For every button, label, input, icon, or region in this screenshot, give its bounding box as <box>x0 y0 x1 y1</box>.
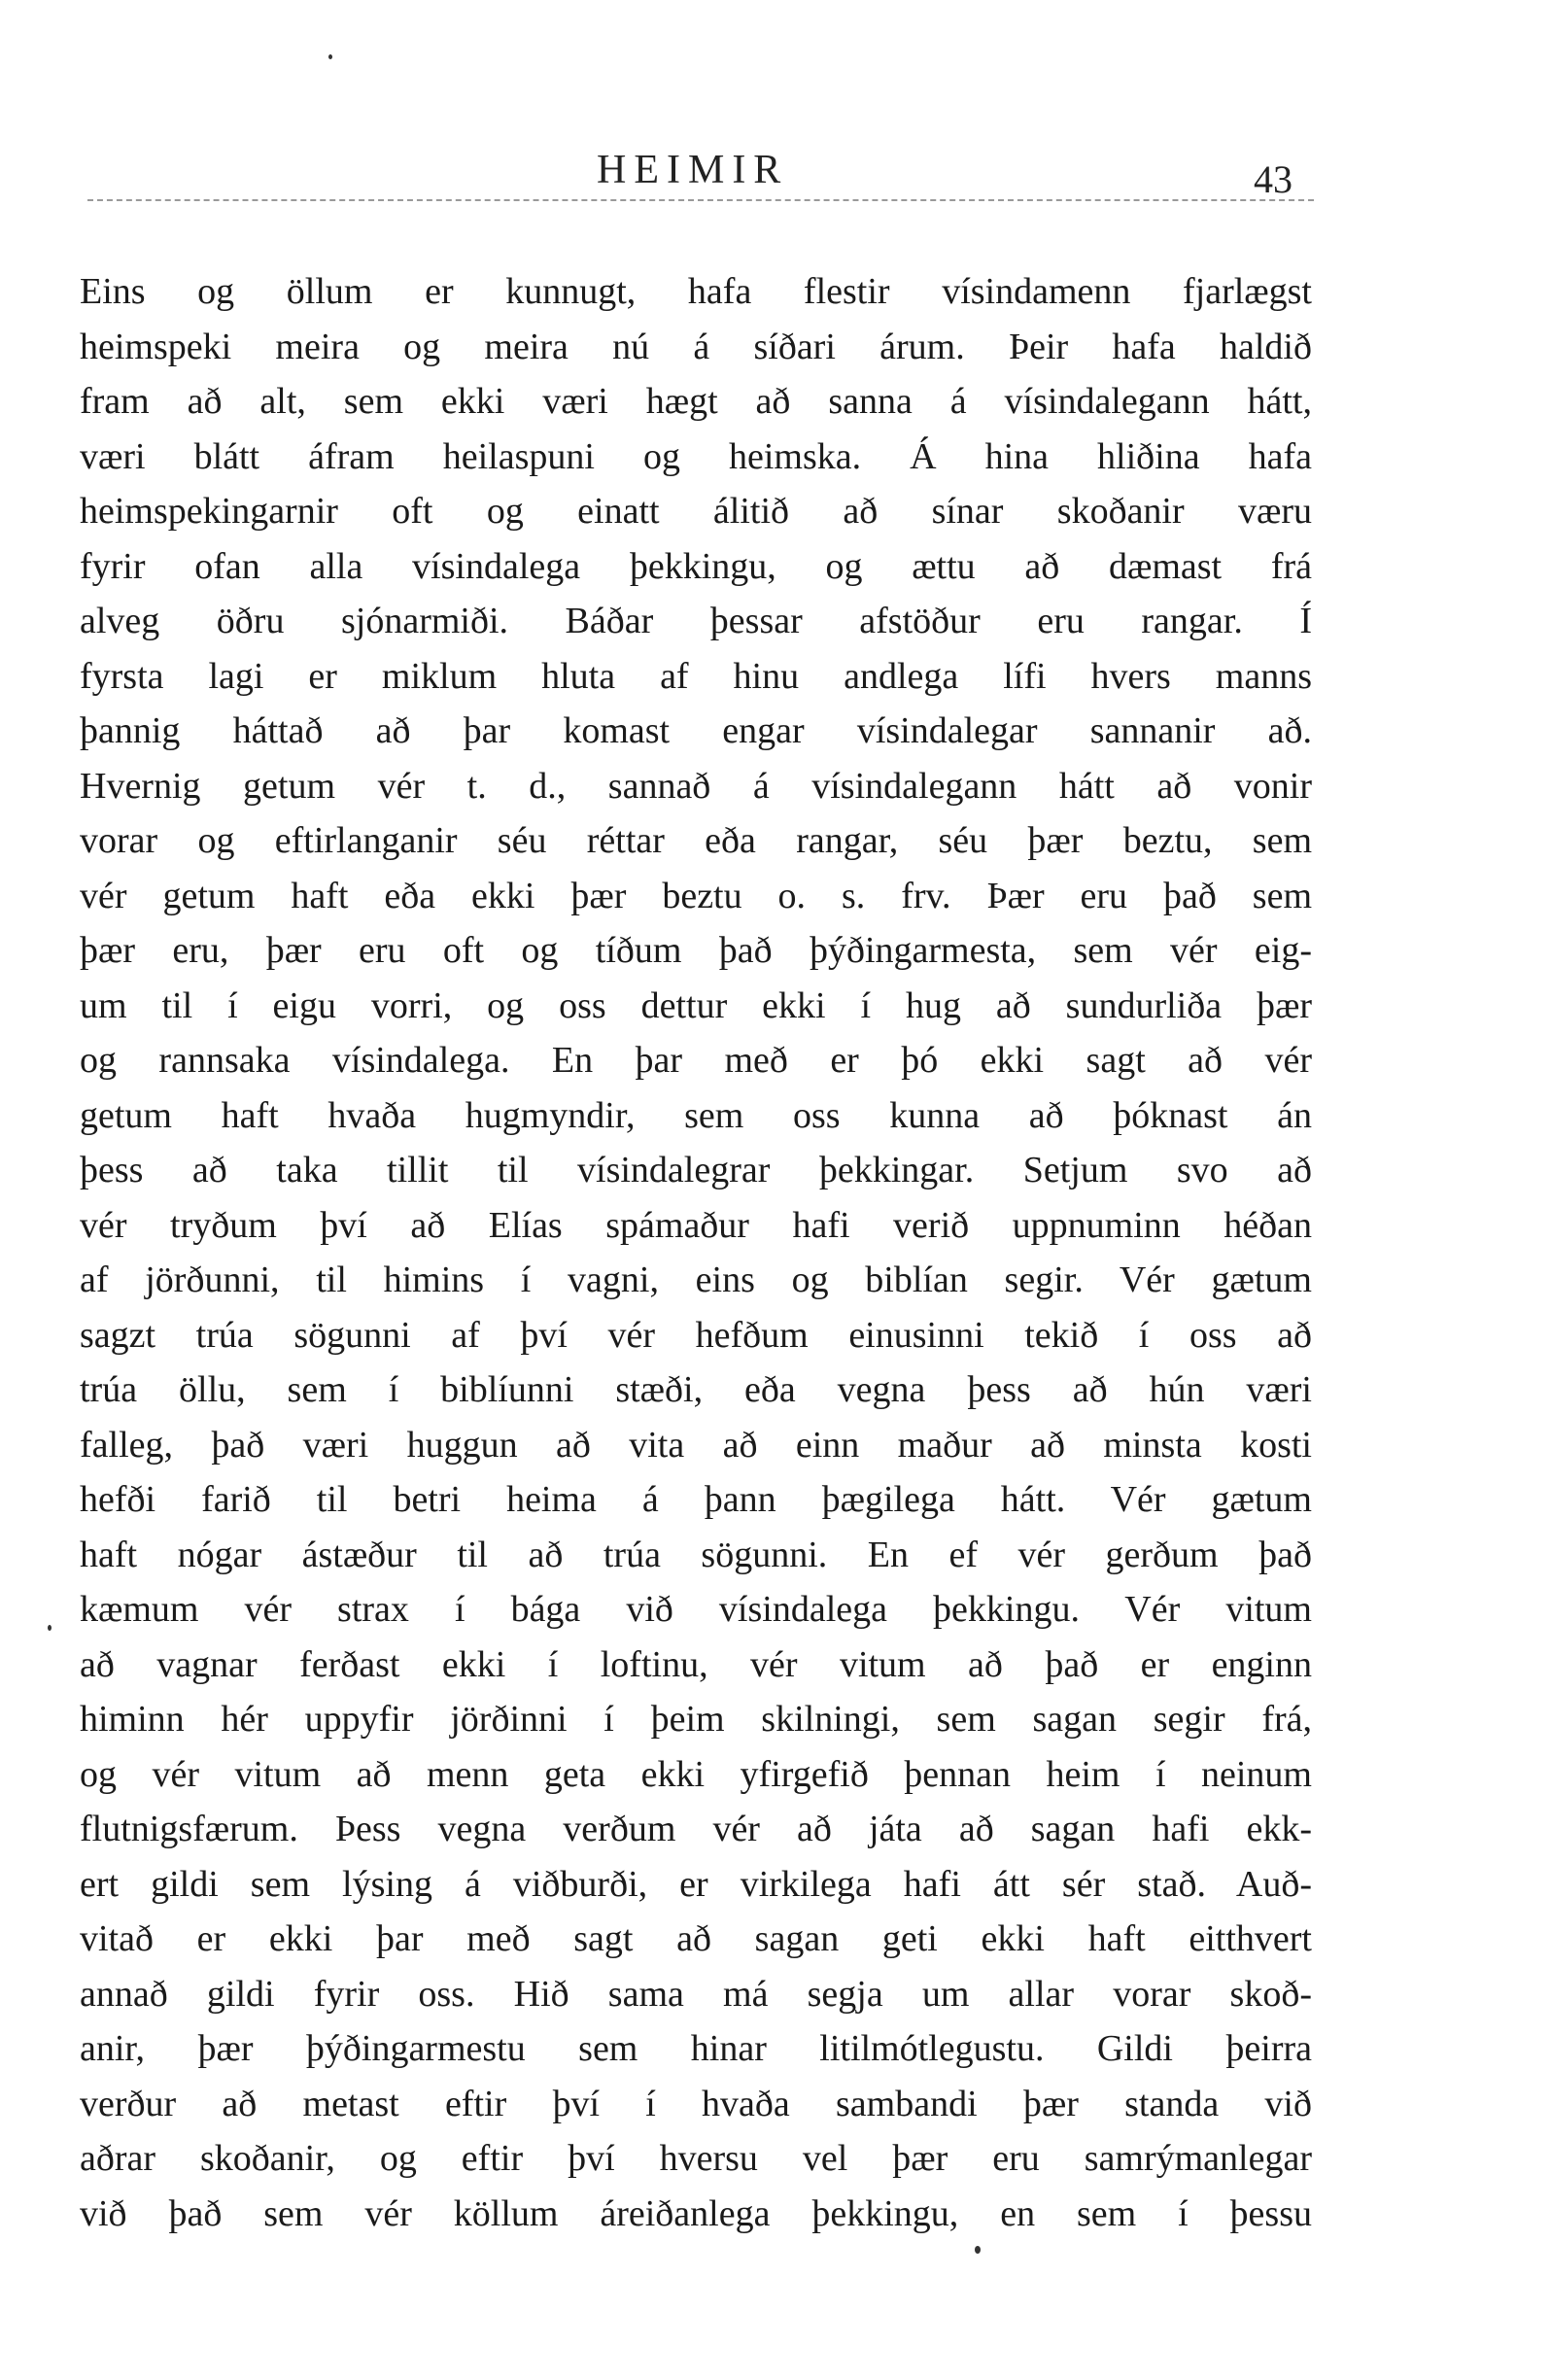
text-line: aðrar skoðanir, og eftir því hversu vel þær eru samrýmanlegar <box>80 2138 1312 2179</box>
text-line: þær eru, þær eru oft og tíðum það þýðingarmesta, sem vér eig- <box>80 930 1312 971</box>
ink-speck <box>975 2246 981 2254</box>
ink-speck <box>328 54 332 59</box>
text-line: ert gildi sem lýsing á viðburði, er virkilega hafi átt sér stað. Auð- <box>80 1863 1312 1905</box>
page-number: 43 <box>1254 157 1292 201</box>
text-line: vorar og eftirlanganir séu réttar eða rangar, séu þær beztu, sem <box>80 820 1312 861</box>
header-rule <box>87 199 1314 201</box>
running-title: HEIMIR <box>597 148 789 192</box>
text-line: haft nógar ástæður til að trúa sögunni. En ef vér gerðum það <box>80 1534 1312 1575</box>
text-line: kæmum vér strax í bága við vísindalega þekkingu. Vér vitum <box>80 1589 1312 1630</box>
text-line: anir, þær þýðingarmestu sem hinar litilmótlegustu. Gildi þeirra <box>80 2028 1312 2069</box>
body-text <box>80 264 1312 2241</box>
text-line: væri blátt áfram heilaspuni og heimska. Á hina hliðina hafa <box>80 435 1312 477</box>
text-line: himinn hér uppyfir jörðinni í þeim skilningi, sem sagan segir frá, <box>80 1699 1312 1740</box>
text-line: að vagnar ferðast ekki í loftinu, vér vitum að það er enginn <box>80 1643 1312 1685</box>
ink-speck <box>48 1625 52 1631</box>
text-line: og rannsaka vísindalega. En þar með er þó ekki sagt að vér <box>80 1040 1312 1081</box>
text-line: getum haft hvaða hugmyndir, sem oss kunna að þóknast án <box>80 1094 1312 1136</box>
text-line: hefði farið til betri heima á þann þægilega hátt. Vér gætum <box>80 1479 1312 1520</box>
text-line: fyrsta lagi er miklum hluta af hinu andlega lífi hvers manns <box>80 655 1312 697</box>
text-line: þannig háttað að þar komast engar vísindalegar sannanir að. <box>80 710 1312 751</box>
text-line: heimspekingarnir oft og einatt álitið að sínar skoðanir væru <box>80 491 1312 532</box>
text-line: vitað er ekki þar með sagt að sagan geti ekki haft eitthvert <box>80 1918 1312 1959</box>
text-line: flutnigsfærum. Þess vegna verðum vér að játa að sagan hafi ekk- <box>80 1809 1312 1849</box>
text-line: trúa öllu, sem í biblíunni stæði, eða vegna þess að hún væri <box>80 1369 1312 1410</box>
text-line: fram að alt, sem ekki væri hægt að sanna á vísindalegann hátt, <box>80 381 1312 422</box>
text-line: af jörðunni, til himins í vagni, eins og biblían segir. Vér gætum <box>80 1259 1312 1300</box>
text-line: heimspeki meira og meira nú á síðari árum. Þeir hafa haldið <box>80 326 1312 367</box>
text-line: verður að metast eftir því í hvaða sambandi þær standa við <box>80 2083 1312 2124</box>
text-line: þess að taka tillit til vísindalegrar þekkingar. Setjum svo að <box>80 1150 1312 1190</box>
text-line: sagzt trúa sögunni af því vér hefðum einusinni tekið í oss að <box>80 1314 1312 1356</box>
text-line: falleg, það væri huggun að vita að einn maður að minsta kosti <box>80 1424 1312 1466</box>
text-line: vér getum haft eða ekki þær beztu o. s. frv. Þær eru það sem <box>80 875 1312 916</box>
text-line: vér tryðum því að Elías spámaður hafi verið uppnuminn héðan <box>80 1204 1312 1246</box>
text-line: og vér vitum að menn geta ekki yfirgefið þennan heim í neinum <box>80 1753 1312 1795</box>
text-line: við það sem vér köllum áreiðanlega þekkingu, en sem í þessu <box>80 2192 1312 2234</box>
text-line: annað gildi fyrir oss. Hið sama má segja um allar vorar skoð- <box>80 1973 1312 2015</box>
text-line: um til í eigu vorri, og oss dettur ekki í hug að sundurliða þær <box>80 984 1312 1026</box>
text-line: Eins og öllum er kunnugt, hafa flestir vísindamenn fjarlægst <box>80 271 1312 312</box>
text-line: fyrir ofan alla vísindalega þekkingu, og ættu að dæmast frá <box>80 545 1312 587</box>
running-head <box>0 146 1551 201</box>
text-line: alveg öðru sjónarmiði. Báðar þessar afstöður eru rangar. Í <box>80 601 1312 641</box>
text-line: Hvernig getum vér t. d., sannað á vísindalegann hátt að vonir <box>80 765 1312 807</box>
